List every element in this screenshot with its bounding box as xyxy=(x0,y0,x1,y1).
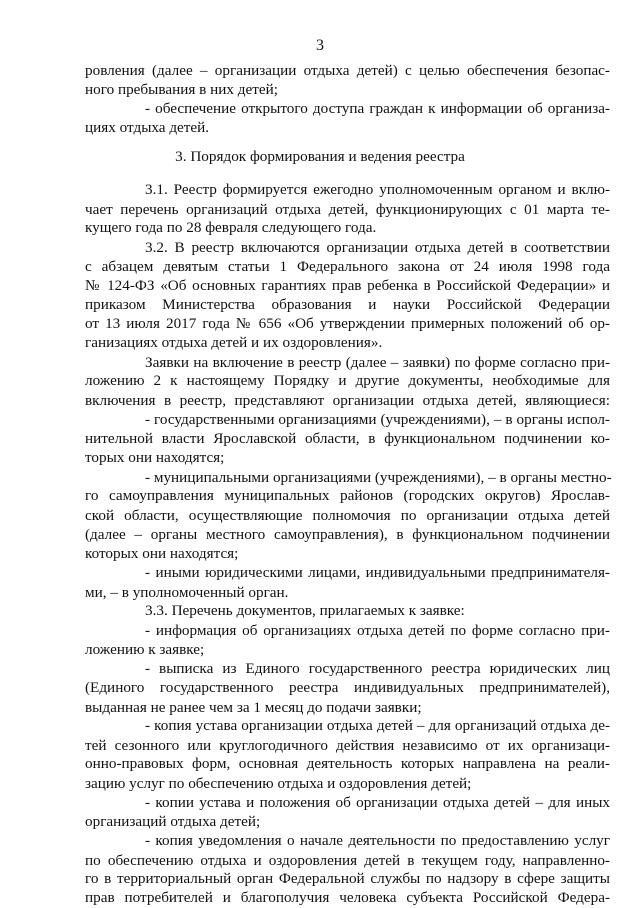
text-line: 3.2. В реестр включаются организации отдыха детей в соответствии xyxy=(145,238,610,256)
text-line: го в территориальный орган Федеральной службы по надзору в сфере защиты xyxy=(85,870,610,888)
text-line: 3.1. Реестр формируется ежегодно уполномоченным органом и вклю- xyxy=(145,180,610,198)
text-line: Заявки на включение в реестр (далее – заявки) по форме согласно при- xyxy=(145,353,610,371)
section-heading: 3. Порядок формирования и ведения реестра xyxy=(175,148,465,166)
text-line: организаций отдыха детей; xyxy=(85,813,261,831)
text-line: онно-правовых форм, основная деятельность которых направлена на реали- xyxy=(85,755,610,773)
text-line: тей сезонного или круглогодичного действия независимо от их организаци- xyxy=(85,736,610,754)
text-line: кущего года по 28 февраля следующего года. xyxy=(85,219,377,237)
text-line: по обеспечению отдыха и оздоровления детей в текущем году, направленно- xyxy=(85,851,610,869)
text-line: - иными юридическими лицами, индивидуальными предпринимателя- xyxy=(145,563,610,581)
text-line: от 13 июля 2017 года № 656 «Об утверждении примерных положений об ор- xyxy=(85,315,610,333)
text-line: ской области, осуществляющие полномочия по организации отдыха детей xyxy=(85,506,610,524)
text-line: - выписка из Единого государственного реестра юридических лиц xyxy=(145,660,610,678)
text-line: го самоуправления муниципальных районов (городских округов) Ярослав- xyxy=(85,487,610,505)
text-line: - информация об организациях отдыха детей по форме согласно при- xyxy=(145,621,610,639)
text-line: № 124-ФЗ «Об основных гарантиях прав ребенка в Российской Федерации» и xyxy=(85,277,610,295)
text-line: с абзацем девятым статьи 1 Федерального закона от 24 июля 1998 года xyxy=(85,257,610,275)
text-line: - копия устава организации отдыха детей – для организаций отдыха де- xyxy=(145,717,610,735)
text-line: включения в реестр, представляют организации отдыха детей, являющиеся: xyxy=(85,392,610,409)
text-line: - государственными организациями (учреждениями), – в органы испол- xyxy=(145,410,610,428)
text-line: прав потребителей и благополучия человека субъекта Российской Федера- xyxy=(85,889,610,906)
text-line: ного пребывания в них детей; xyxy=(85,80,278,98)
text-line: ровления (далее – организации отдыха детей) с целью обеспечения безопас- xyxy=(85,62,610,79)
text-line: выданная не ранее чем за 1 месяц до подачи заявки; xyxy=(85,698,422,716)
text-line: чает перечень организаций отдыха детей, функционирующих с 01 марта те- xyxy=(85,200,610,218)
text-line: - копии устава и положения об организации отдыха детей – для иных xyxy=(145,793,610,811)
text-line: ложению 2 к настоящему Порядку и другие документы, необходимые для xyxy=(85,372,610,390)
text-line: которых они находятся; xyxy=(85,545,239,563)
text-line: (далее – органы местного самоуправления), в функциональном подчинении xyxy=(85,525,610,543)
text-line: нительной власти Ярославской области, в функциональном подчинении ко- xyxy=(85,430,610,448)
text-line: - обеспечение открытого доступа граждан к информации об организа- xyxy=(145,100,610,118)
text-line: 3.3. Перечень документов, прилагаемых к заявке: xyxy=(145,602,465,620)
text-line: - муниципальными организациями (учреждениями), – в органы местно- xyxy=(145,468,612,486)
text-line: торых они находятся; xyxy=(85,449,225,466)
text-line: (Единого государственного реестра индивидуальных предпринимателей), xyxy=(85,678,610,696)
text-line: ганизациях отдыха детей и их оздоровления». xyxy=(85,334,383,352)
text-line: зацию услуг по обеспечению отдыха и оздоровления детей; xyxy=(85,775,472,793)
text-line: приказом Министерства образования и науки Российской Федерации xyxy=(85,295,610,313)
text-line: ложению к заявке; xyxy=(85,640,205,658)
page-number: 3 xyxy=(316,37,324,54)
text-line: циях отдыха детей. xyxy=(85,119,210,136)
text-line: ми, – в уполномоченный орган. xyxy=(85,583,289,601)
text-line: - копия уведомления о начале деятельности по предоставлению услуг xyxy=(145,832,610,849)
